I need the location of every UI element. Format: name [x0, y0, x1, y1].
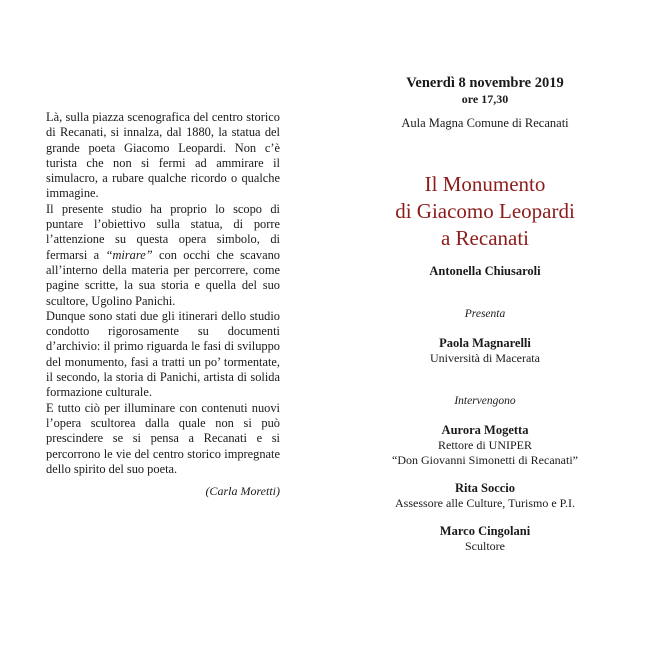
study-paragraph-start: Il presente studio ha proprio lo scopo di puntare l’obiettivo sulla statua, di porre l’attenzione su questa opera simbolo, di fermarsi a: [46, 201, 280, 262]
intro-paragraph: Là, sulla piazza scenografica del centro storico di Recanati, si innalza, dal 1880, la statua del grande poeta Giacomo Leopardi. Non c’è turista che non si fermi ad ammirare il simulacro, a rubare qualche ricordo o qualche immagine.: [46, 110, 280, 201]
title-line-2: di Giacomo Leopardi: [395, 199, 575, 223]
speaker: [365, 480, 605, 511]
signature: (Carla Moretti): [205, 484, 280, 499]
speaker-role: Assessore alle Culture, Turismo e P.I.: [395, 496, 575, 510]
presenter: [365, 335, 605, 366]
left-panel: [46, 110, 280, 499]
speaker-name: Aurora Mogetta: [441, 423, 529, 437]
mirare-quote: “mirare”: [105, 247, 153, 262]
speaker-name: Rita Soccio: [454, 481, 516, 495]
book-title: [365, 171, 605, 252]
intervengono-label: Intervengono: [454, 395, 516, 407]
itineraries-paragraph: Dunque sono stati due gli itinerari dello studio condotto rigorosamente su documenti d’archivio: il primo riguarda le fasi di sviluppo del monumento, fasi a tratti un po’ tormentate, il secondo, la storia di Panichi, artista di solida formazione culturale.: [46, 308, 280, 400]
closing-paragraph: E tutto ciò per illuminare con contenuti nuovi l’opera scultorea dalla quale non si può prescindere se si pensa a Recanati e si percorrono le vie del centro storico impregnate dello spirito del suo poeta.: [46, 400, 280, 476]
speaker-role: Rettore di UNIPER: [438, 438, 532, 452]
event-time: ore 17,30: [461, 92, 509, 106]
speaker-name: Marco Cingolani: [439, 524, 531, 538]
presenta-label: Presenta: [464, 308, 506, 320]
study-paragraph: [46, 202, 280, 309]
right-panel: [365, 74, 605, 554]
presenter-name: Paola Magnarelli: [439, 336, 531, 350]
presenter-affiliation: Università di Macerata: [430, 351, 540, 365]
title-line-3: a Recanati: [440, 226, 530, 250]
book-author: Antonella Chiusaroli: [429, 264, 541, 278]
title-line-1: Il Monumento: [424, 172, 546, 196]
speaker-role-detail: “Don Giovanni Simonetti di Recanati”: [392, 453, 578, 467]
event-venue: Aula Magna Comune di Recanati: [401, 116, 569, 130]
speaker: [365, 523, 605, 554]
speaker: [365, 422, 605, 468]
event-date: Venerdì 8 novembre 2019: [406, 75, 564, 91]
speaker-role: Scultore: [465, 539, 505, 553]
study-paragraph-end: con occhi che scavano all’interno della materia per percorrere, come pagine scritte, la sua storia e quella del suo scultore, Ugolino Panichi.: [46, 247, 280, 308]
